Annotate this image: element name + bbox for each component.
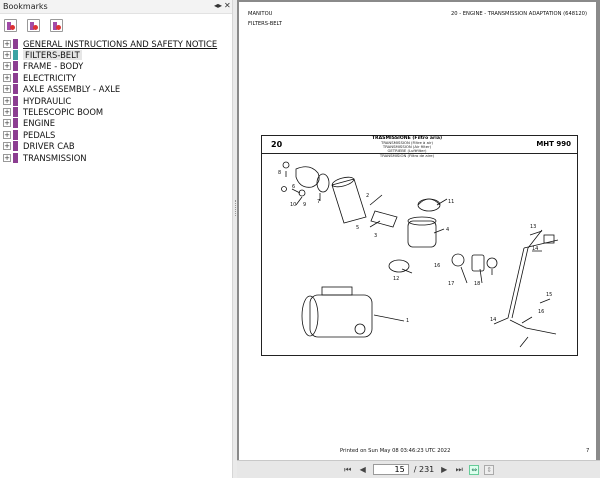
fit-width-icon[interactable]: ⇔ bbox=[469, 465, 479, 475]
print-footer: Printed on Sun May 08 03:46:23 UTC 2022 bbox=[340, 448, 451, 454]
expand-icon[interactable]: + bbox=[4, 39, 10, 48]
bookmark-item[interactable] bbox=[0, 129, 232, 140]
part-shape bbox=[418, 199, 440, 211]
document-view[interactable] bbox=[237, 0, 600, 478]
part-shape bbox=[332, 179, 366, 223]
bookmark-toolbar bbox=[0, 14, 232, 36]
callout-label: 14 bbox=[490, 317, 497, 323]
bookmark-label[interactable]: ENGINE bbox=[23, 118, 56, 129]
part-shape bbox=[418, 199, 440, 205]
bookmark-label[interactable]: AXLE ASSEMBLY - AXLE bbox=[23, 84, 121, 95]
part-shape bbox=[310, 295, 372, 337]
part-shape bbox=[355, 324, 365, 334]
bookmark-flag-icon bbox=[13, 39, 18, 49]
new-bookmark-icon[interactable] bbox=[4, 19, 17, 32]
callout-label: 6 bbox=[292, 184, 296, 190]
bookmark-item[interactable] bbox=[0, 49, 232, 60]
expand-icon[interactable]: + bbox=[4, 142, 10, 151]
part-shape bbox=[283, 162, 289, 168]
caption-line: TRANSMISSION (Air filter) bbox=[382, 144, 432, 150]
callout-label: 10 bbox=[290, 202, 297, 208]
part-shape bbox=[282, 187, 287, 192]
bookmark-label[interactable]: HYDRAULIC bbox=[23, 95, 72, 106]
page-header-title: 20 - ENGINE - TRANSMISSION ADAPTATION (648120) bbox=[450, 11, 587, 17]
panel-header bbox=[0, 0, 232, 14]
callout-label: 4 bbox=[446, 227, 450, 233]
part-shape bbox=[472, 255, 484, 271]
bookmark-label[interactable]: ELECTRICITY bbox=[23, 72, 77, 83]
bookmark-flag-icon bbox=[13, 130, 18, 140]
bookmark-flag-icon bbox=[13, 96, 18, 106]
part-shape bbox=[317, 174, 329, 192]
bookmark-item[interactable] bbox=[0, 72, 232, 83]
bookmark-item[interactable] bbox=[0, 95, 232, 106]
callout-label: 16 bbox=[538, 309, 545, 315]
bookmark-tree bbox=[0, 38, 232, 163]
bookmark-label[interactable]: PEDALS bbox=[23, 129, 56, 140]
bookmark-item[interactable] bbox=[0, 84, 232, 95]
callout-label: 17 bbox=[448, 281, 455, 287]
bookmark-item[interactable] bbox=[0, 152, 232, 163]
bookmark-item[interactable] bbox=[0, 118, 232, 129]
bookmark-flag-icon bbox=[13, 84, 18, 94]
parts-diagram-frame bbox=[261, 135, 578, 356]
bookmark-label[interactable]: FRAME - BODY bbox=[23, 61, 84, 72]
part-shape bbox=[296, 167, 319, 188]
close-panel-icon[interactable]: ✕ bbox=[224, 1, 231, 10]
callout-label: 1 bbox=[406, 318, 410, 324]
bookmarks-panel bbox=[0, 0, 232, 478]
bookmark-flag-icon bbox=[13, 61, 18, 71]
part-shape bbox=[494, 240, 558, 324]
bookmark-label[interactable]: TRANSMISSION bbox=[23, 152, 87, 163]
expand-icon[interactable]: + bbox=[4, 119, 10, 128]
bookmark-flag-icon bbox=[13, 50, 18, 60]
bookmark-label[interactable]: GENERAL INSTRUCTIONS AND SAFETY NOTICE bbox=[23, 38, 218, 49]
callout-label: 16 bbox=[434, 263, 441, 269]
callout-label: 11 bbox=[448, 199, 455, 205]
diagram-title-bar bbox=[262, 136, 577, 158]
part-shape bbox=[371, 211, 397, 227]
callout-label: 7 bbox=[317, 199, 321, 205]
panel-title: Bookmarks bbox=[3, 2, 48, 11]
bookmark-label[interactable]: DRIVER CAB bbox=[23, 141, 75, 152]
fit-page-icon[interactable]: ⇕ bbox=[484, 465, 494, 475]
page-number-input[interactable]: 15 bbox=[373, 464, 409, 475]
part-shape bbox=[487, 258, 497, 268]
model-code: MHT 990 bbox=[536, 140, 571, 148]
callout-label: 18 bbox=[474, 281, 481, 287]
bookmark-item[interactable] bbox=[0, 106, 232, 117]
page-section: FILTERS-BELT bbox=[248, 21, 282, 27]
diagram-number: 20 bbox=[271, 140, 283, 149]
bookmark-flag-icon bbox=[13, 141, 18, 151]
page-navigation-bar bbox=[237, 460, 600, 478]
bookmark-flag-icon bbox=[13, 118, 18, 128]
part-shape bbox=[452, 254, 464, 266]
caption-line: TRANSMISSION (Filtre à air) bbox=[381, 140, 433, 145]
page-count: / 231 bbox=[413, 465, 435, 474]
expand-icon[interactable]: + bbox=[4, 73, 10, 82]
bookmark-item[interactable] bbox=[0, 141, 232, 152]
callout-label: 5 bbox=[356, 225, 360, 231]
expand-icon[interactable]: + bbox=[4, 62, 10, 71]
caption-line: GETRIEBE (Luftfilter) bbox=[387, 148, 427, 154]
bookmark-options-icon[interactable] bbox=[50, 19, 63, 32]
callout-label: 13 bbox=[530, 224, 537, 230]
part-shape bbox=[322, 287, 352, 295]
expand-icon[interactable]: + bbox=[4, 96, 10, 105]
caption-line: TRANSMISIÓN (Filtro de aire) bbox=[379, 152, 435, 158]
callout-label: 15 bbox=[546, 292, 553, 298]
bookmark-flag-icon bbox=[13, 153, 18, 163]
exploded-parts-drawing bbox=[262, 152, 577, 355]
page-number-footer: 7 bbox=[586, 448, 590, 454]
callout-label: 9 bbox=[303, 202, 307, 208]
callout-label: 12 bbox=[393, 276, 400, 282]
expand-bookmark-icon[interactable] bbox=[27, 19, 40, 32]
callout-label: 14 bbox=[532, 246, 539, 252]
callout-label: 3 bbox=[374, 233, 378, 239]
callout-label: 2 bbox=[366, 193, 370, 199]
first-page-icon[interactable]: ⏮ bbox=[344, 464, 352, 474]
expand-icon[interactable]: + bbox=[4, 51, 10, 60]
expand-icon[interactable]: + bbox=[4, 130, 10, 139]
splitter-grip[interactable] bbox=[235, 200, 236, 216]
prev-page-icon[interactable]: ◀ bbox=[359, 465, 366, 474]
bookmark-item[interactable] bbox=[0, 38, 232, 49]
document-page bbox=[239, 2, 596, 460]
page-brand: MANITOU bbox=[248, 11, 273, 17]
bookmark-label[interactable]: TELESCOPIC BOOM bbox=[23, 107, 104, 118]
bookmark-label[interactable]: FILTERS-BELT bbox=[25, 50, 80, 61]
expand-icon[interactable]: + bbox=[4, 85, 10, 94]
next-page-icon[interactable]: ▶ bbox=[441, 465, 448, 474]
expand-icon[interactable]: + bbox=[4, 108, 10, 117]
expand-icon[interactable]: + bbox=[4, 153, 10, 162]
last-page-icon[interactable]: ⏭ bbox=[455, 464, 463, 474]
caption-title: TRASMISSIONE (Filtro aria) bbox=[371, 136, 443, 141]
bookmark-flag-icon bbox=[13, 107, 18, 117]
collapse-panel-icon[interactable]: ◂▸ bbox=[214, 1, 223, 10]
callout-label: 8 bbox=[278, 170, 282, 176]
bookmark-flag-icon bbox=[13, 73, 18, 83]
bookmark-item[interactable] bbox=[0, 61, 232, 72]
